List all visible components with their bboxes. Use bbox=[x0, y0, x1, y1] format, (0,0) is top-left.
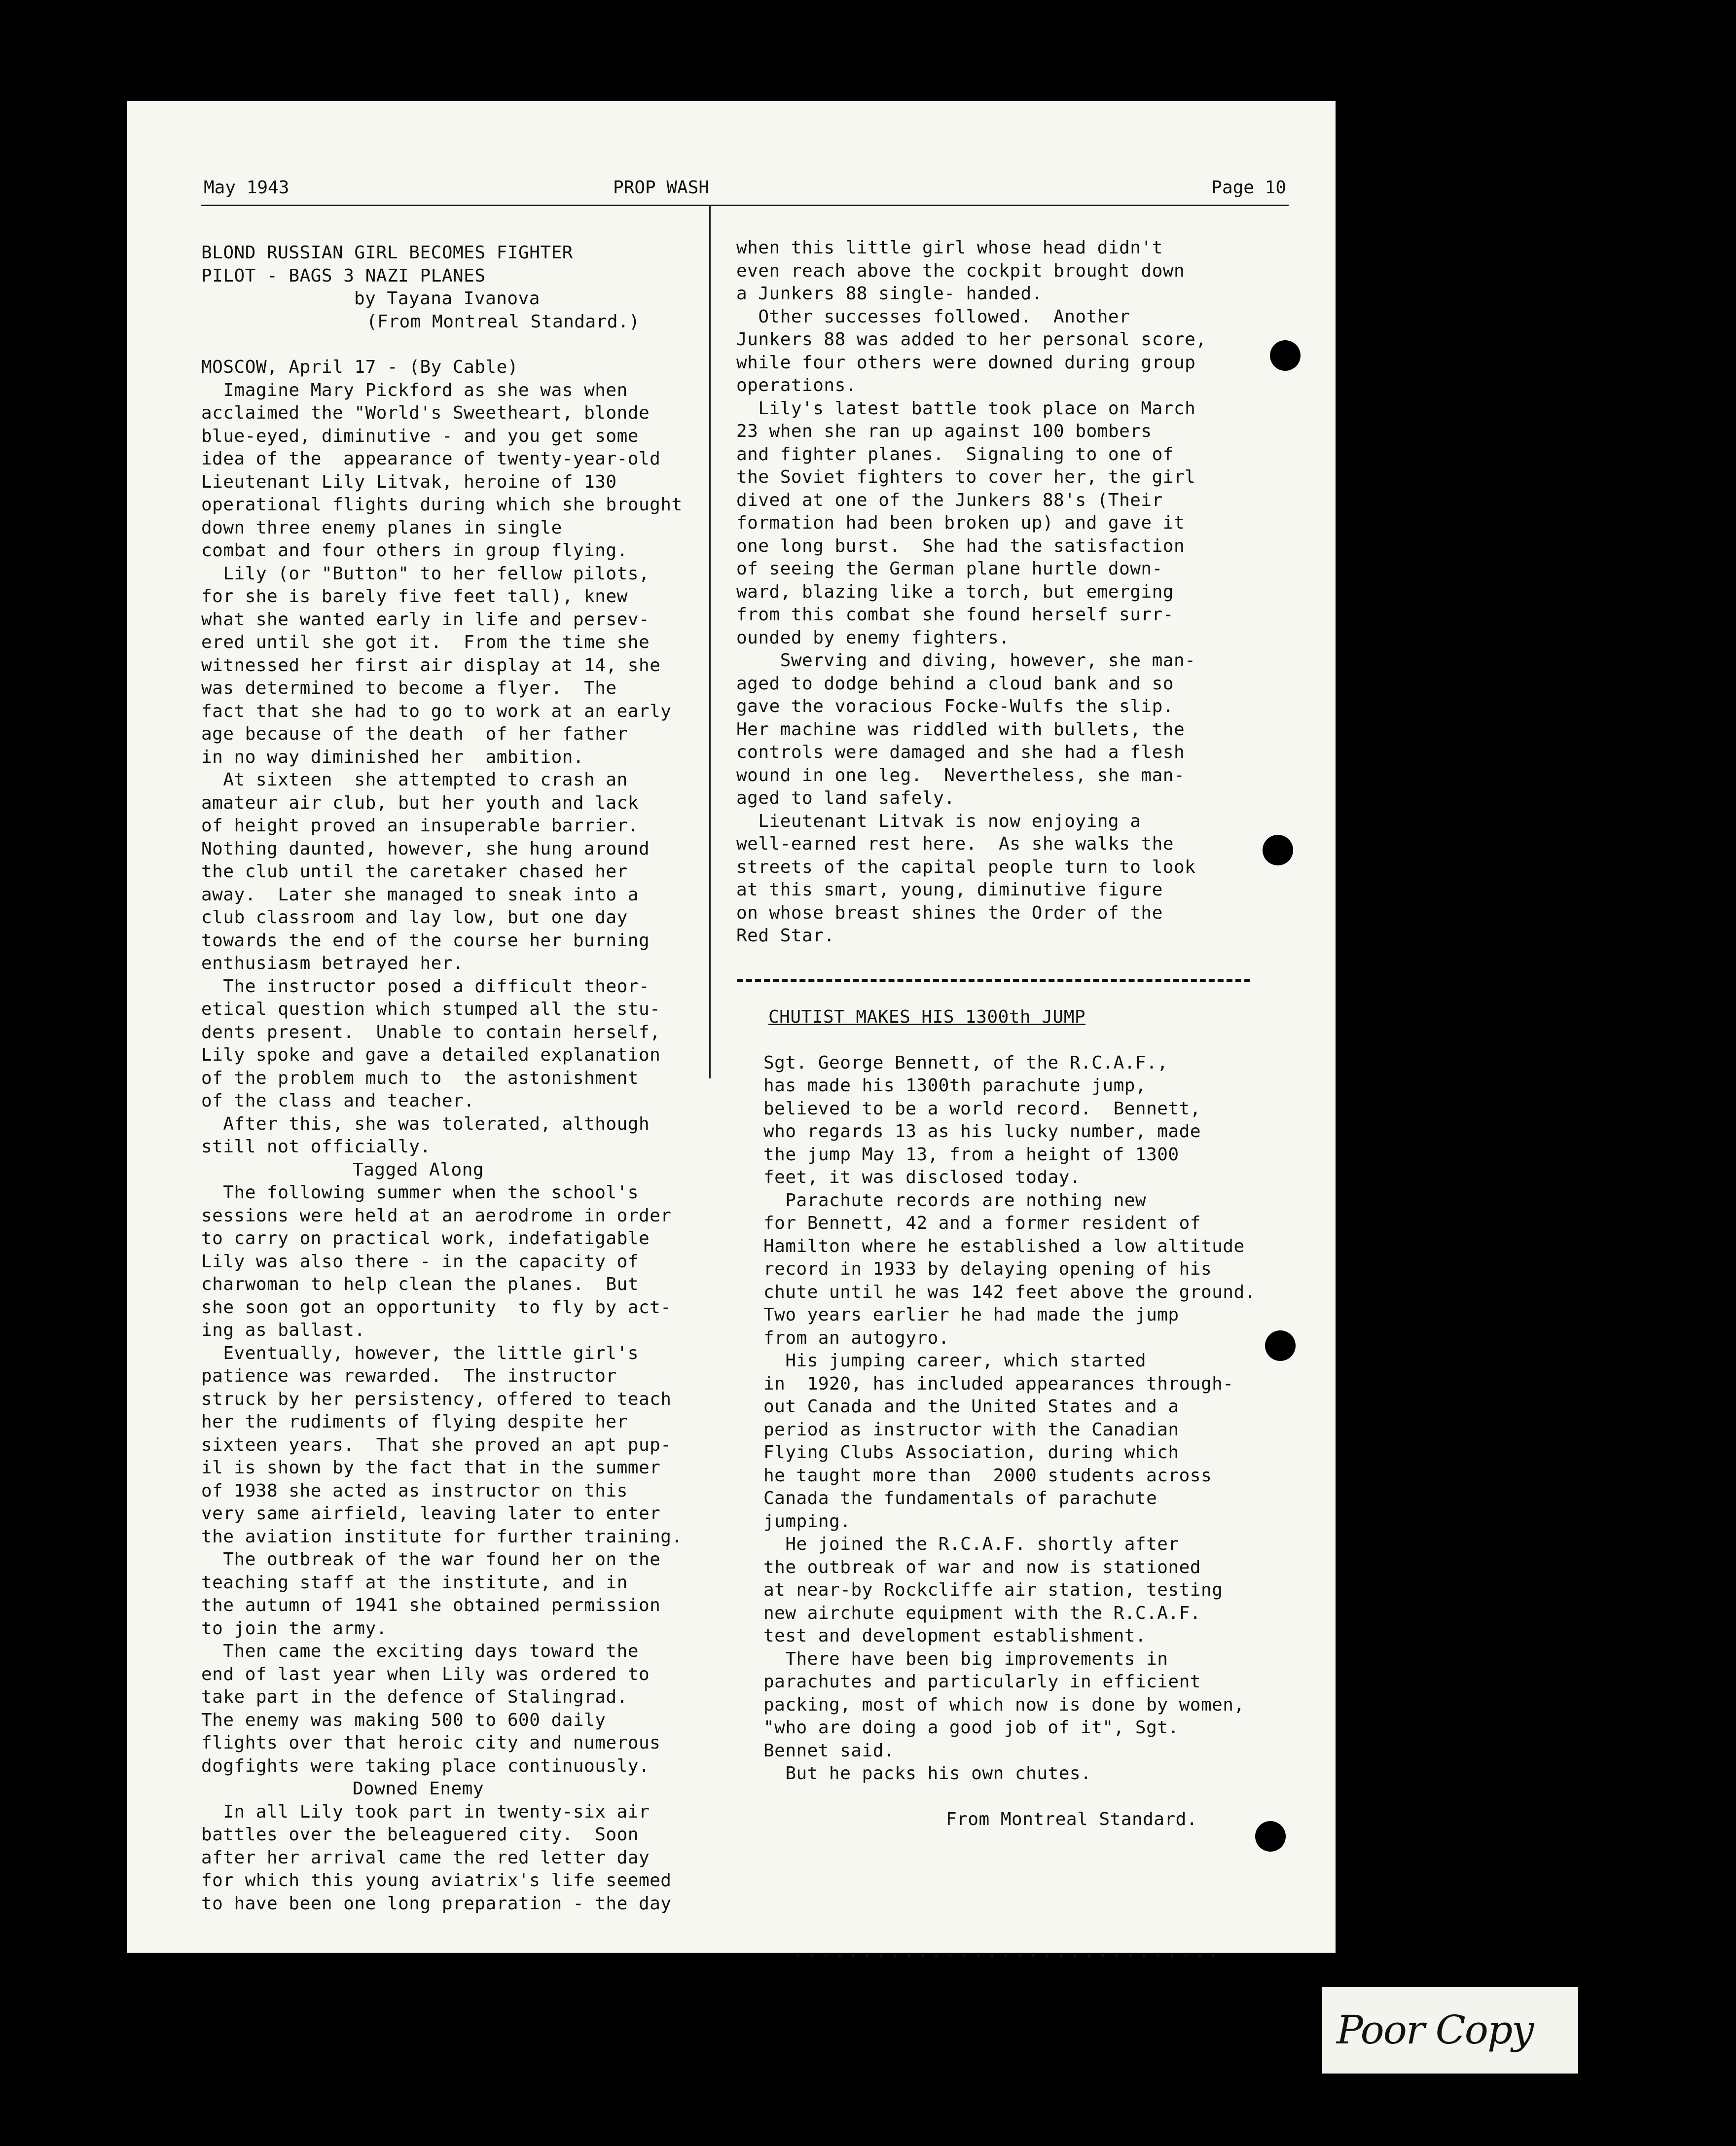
column-divider bbox=[709, 206, 711, 1078]
body-line: period as instructor with the Canadian bbox=[763, 1419, 1179, 1440]
article-body-part-2 bbox=[201, 1181, 709, 1778]
body-line: of the class and teacher. bbox=[201, 1091, 475, 1111]
spacer bbox=[763, 1029, 1296, 1052]
body-line: sessions were held at an aerodrome in order bbox=[201, 1205, 672, 1226]
body-line: believed to be a world record. Bennett, bbox=[763, 1098, 1201, 1119]
body-line: the Soviet fighters to cover her, the girl bbox=[736, 467, 1196, 487]
body-line: take part in the defence of Stalingrad. bbox=[201, 1687, 628, 1707]
article-body-part-3 bbox=[201, 1801, 709, 1916]
body-line: was determined to become a flyer. The bbox=[201, 678, 617, 698]
body-line: Other successes followed. Another bbox=[736, 306, 1130, 327]
body-line: record in 1933 by delaying opening of his bbox=[763, 1259, 1212, 1279]
body-line: chute until he was 142 feet above the ground. bbox=[763, 1282, 1256, 1302]
body-line: to join the army. bbox=[201, 1618, 387, 1639]
body-line: Then came the exciting days toward the bbox=[201, 1641, 639, 1661]
article-right-column bbox=[736, 237, 1269, 948]
body-line: controls were damaged and she had a flesh bbox=[736, 742, 1185, 762]
body-line: The enemy was making 500 to 600 daily bbox=[201, 1710, 606, 1730]
body-line: a Junkers 88 single- handed. bbox=[736, 284, 1043, 304]
body-line: Canada the fundamentals of parachute bbox=[763, 1488, 1157, 1508]
body-line: sixteen years. That she proved an apt pup- bbox=[201, 1434, 672, 1455]
body-line: After this, she was tolerated, although bbox=[201, 1113, 650, 1134]
body-line: to have been one long preparation - the day bbox=[201, 1893, 672, 1914]
body-line: test and development establishment. bbox=[763, 1626, 1147, 1646]
body-line: At sixteen she attempted to crash an bbox=[201, 770, 628, 790]
body-line: idea of the appearance of twenty-year-old bbox=[201, 449, 661, 469]
article-body-part-1 bbox=[201, 379, 709, 1159]
punch-hole bbox=[1263, 835, 1293, 865]
body-line: dents present. Unable to contain herself, bbox=[201, 1022, 661, 1042]
body-line: operational flights during which she brought bbox=[201, 495, 683, 515]
newsletter-title: PROP WASH bbox=[613, 178, 710, 198]
credit-line: From Montreal Standard. bbox=[946, 1809, 1197, 1829]
body-line: towards the end of the course her burning bbox=[201, 930, 650, 951]
body-line: from this combat she found herself surr- bbox=[736, 605, 1174, 625]
body-line: away. Later she managed to sneak into a bbox=[201, 884, 639, 905]
body-line: to carry on practical work, indefatigable bbox=[201, 1228, 650, 1249]
body-line: ounded by enemy fighters. bbox=[736, 627, 1010, 648]
dot-leader: ............................... bbox=[792, 1939, 1222, 1962]
body-line: while four others were downed during group bbox=[736, 352, 1196, 373]
body-line: for she is barely five feet tall), knew bbox=[201, 586, 628, 607]
body-line: after her arrival came the red letter day bbox=[201, 1847, 650, 1868]
body-line: formation had been broken up) and gave it bbox=[736, 513, 1185, 533]
body-line: has made his 1300th parachute jump, bbox=[763, 1075, 1147, 1096]
body-line: battles over the beleaguered city. Soon bbox=[201, 1824, 639, 1845]
body-line: fact that she had to go to work at an early bbox=[201, 701, 672, 721]
body-line: club classroom and lay low, but one day bbox=[201, 907, 628, 928]
body-line: in 1920, has included appearances through- bbox=[763, 1373, 1234, 1394]
chutist-headline: CHUTIST MAKES HIS 1300th JUMP bbox=[768, 1007, 1086, 1027]
body-line: still not officially. bbox=[201, 1137, 431, 1157]
body-line: well-earned rest here. As she walks the bbox=[736, 834, 1174, 854]
body-line: of height proved an insuperable barrier. bbox=[201, 816, 639, 836]
body-line: Lieutenant Lily Litvak, heroine of 130 bbox=[201, 471, 617, 492]
subhead-downed-enemy: Downed Enemy bbox=[352, 1779, 484, 1799]
body-line: dogfights were taking place continuously. bbox=[201, 1755, 650, 1776]
byline: by Tayana Ivanova bbox=[354, 288, 540, 309]
body-line: at this smart, young, diminutive figure bbox=[736, 880, 1163, 900]
body-line: "who are doing a good job of it", Sgt. bbox=[763, 1717, 1179, 1738]
body-line: in no way diminished her ambition. bbox=[201, 747, 584, 767]
body-line: Swerving and diving, however, she man- bbox=[736, 650, 1196, 671]
body-line: blue-eyed, diminutive - and you get some bbox=[201, 426, 639, 446]
body-line: Lily spoke and gave a detailed explanation bbox=[201, 1045, 661, 1065]
body-line: out Canada and the United States and a bbox=[763, 1396, 1179, 1417]
body-line: Bennet said. bbox=[763, 1740, 895, 1761]
body-line: of seeing the German plane hurtle down- bbox=[736, 559, 1163, 579]
body-line: end of last year when Lily was ordered to bbox=[201, 1664, 650, 1684]
body-line: feet, it was disclosed today. bbox=[763, 1167, 1081, 1187]
body-line: There have been big improvements in bbox=[763, 1648, 1168, 1669]
body-line: patience was rewarded. The instructor bbox=[201, 1366, 617, 1386]
body-line: of 1938 she acted as instructor on this bbox=[201, 1480, 628, 1501]
body-line: very same airfield, leaving later to enter bbox=[201, 1503, 661, 1524]
body-line: ered until she got it. From the time she bbox=[201, 632, 650, 652]
body-line: the club until the caretaker chased her bbox=[201, 861, 628, 882]
body-line: His jumping career, which started bbox=[763, 1351, 1147, 1371]
body-line: he taught more than 2000 students across bbox=[763, 1465, 1212, 1486]
body-line: one long burst. She had the satisfaction bbox=[736, 536, 1185, 556]
body-line: aged to dodge behind a cloud bank and so bbox=[736, 673, 1174, 694]
body-line: enthusiasm betrayed her. bbox=[201, 953, 464, 973]
body-line: combat and four others in group flying. bbox=[201, 540, 628, 561]
body-line: operations. bbox=[736, 375, 857, 395]
body-line: parachutes and particularly in efficient bbox=[763, 1672, 1201, 1692]
headline-line-1: BLOND RUSSIAN GIRL BECOMES FIGHTER bbox=[201, 243, 573, 263]
body-line: what she wanted early in life and persev- bbox=[201, 609, 650, 630]
body-line: Her machine was riddled with bullets, the bbox=[736, 719, 1185, 740]
body-line: Lieutenant Litvak is now enjoying a bbox=[736, 811, 1141, 831]
body-line: even reach above the cockpit brought down bbox=[736, 260, 1185, 281]
body-line: Nothing daunted, however, she hung around bbox=[201, 838, 650, 859]
body-line: Flying Clubs Association, during which bbox=[763, 1442, 1179, 1463]
body-line: Two years earlier he had made the jump bbox=[763, 1305, 1179, 1325]
body-line: il is shown by the fact that in the summer bbox=[201, 1458, 661, 1478]
body-line: flights over that heroic city and numerous bbox=[201, 1733, 661, 1753]
body-line: jumping. bbox=[763, 1511, 851, 1532]
body-line: charwoman to help clean the planes. But bbox=[201, 1274, 639, 1294]
body-line: of the problem much to the astonishment bbox=[201, 1068, 639, 1088]
body-line: Sgt. George Bennett, of the R.C.A.F., bbox=[763, 1052, 1168, 1073]
body-line: ward, blazing like a torch, but emerging bbox=[736, 581, 1174, 602]
body-line: dived at one of the Junkers 88's (Their bbox=[736, 490, 1163, 510]
body-line: witnessed her first air display at 14, she bbox=[201, 655, 661, 676]
body-line: Lily (or "Button" to her fellow pilots, bbox=[201, 563, 650, 584]
subhead-tagged-along: Tagged Along bbox=[352, 1159, 484, 1180]
body-line: The instructor posed a difficult theor- bbox=[201, 976, 650, 997]
punch-hole bbox=[1255, 1821, 1286, 1852]
spacer bbox=[763, 1786, 1296, 1808]
punch-hole bbox=[1270, 340, 1301, 371]
body-line: 23 when she ran up against 100 bombers bbox=[736, 421, 1152, 441]
body-line: Lily was also there - in the capacity of bbox=[201, 1251, 639, 1272]
body-line: Junkers 88 was added to her personal score, bbox=[736, 329, 1207, 350]
body-line: wound in one leg. Nevertheless, she man- bbox=[736, 765, 1185, 786]
article-left-column bbox=[201, 242, 709, 1915]
body-line: He joined the R.C.A.F. shortly after bbox=[763, 1534, 1179, 1554]
dateline: MOSCOW, April 17 - (By Cable) bbox=[201, 357, 519, 377]
body-line: on whose breast shines the Order of the bbox=[736, 902, 1163, 923]
page-number: Page 10 bbox=[1211, 178, 1286, 198]
body-line: streets of the capital people turn to look bbox=[736, 857, 1196, 877]
body-line: amateur air club, but her youth and lack bbox=[201, 792, 639, 813]
body-line: gave the voracious Focke-Wulfs the slip. bbox=[736, 696, 1174, 716]
body-line: etical question which stumped all the stu- bbox=[201, 999, 661, 1019]
body-line: down three enemy planes in single bbox=[201, 517, 562, 538]
body-line: she soon got an opportunity to fly by act- bbox=[201, 1297, 672, 1318]
body-line: who regards 13 as his lucky number, made bbox=[763, 1121, 1201, 1142]
body-line: the aviation institute for further training. bbox=[201, 1526, 683, 1547]
body-line: for Bennett, 42 and a former resident of bbox=[763, 1213, 1201, 1233]
body-line: and fighter planes. Signaling to one of bbox=[736, 444, 1174, 465]
body-line: when this little girl whose head didn't bbox=[736, 238, 1163, 258]
article-chutist bbox=[763, 1006, 1296, 1831]
poor-copy-note: Poor Copy bbox=[1337, 2007, 1533, 2053]
headline-line-2: PILOT - BAGS 3 NAZI PLANES bbox=[201, 265, 486, 286]
body-line: The outbreak of the war found her on the bbox=[201, 1549, 661, 1570]
page-header bbox=[204, 176, 1286, 200]
body-line: ing as ballast. bbox=[201, 1320, 365, 1340]
body-line: from an autogyro. bbox=[763, 1327, 949, 1348]
body-line: Red Star. bbox=[736, 926, 835, 946]
body-line: aged to land safely. bbox=[736, 788, 955, 808]
issue-date: May 1943 bbox=[204, 178, 289, 198]
body-line: Imagine Mary Pickford as she was when bbox=[201, 380, 628, 400]
header-rule bbox=[201, 205, 1289, 206]
body-line: teaching staff at the institute, and in bbox=[201, 1572, 628, 1593]
body-line: packing, most of which now is done by women, bbox=[763, 1694, 1245, 1715]
body-line: Hamilton where he established a low altitude bbox=[763, 1236, 1245, 1256]
section-divider bbox=[737, 979, 1250, 982]
body-line: new airchute equipment with the R.C.A.F. bbox=[763, 1603, 1201, 1623]
body-line: the jump May 13, from a height of 1300 bbox=[763, 1144, 1179, 1165]
punch-hole bbox=[1265, 1330, 1296, 1361]
body-line: acclaimed the "World's Sweetheart, blonde bbox=[201, 403, 650, 423]
body-line: Parachute records are nothing new bbox=[763, 1190, 1147, 1211]
body-line: But he packs his own chutes. bbox=[763, 1763, 1092, 1784]
source-line: (From Montreal Standard.) bbox=[366, 311, 640, 332]
body-line: the outbreak of war and now is stationed bbox=[763, 1557, 1201, 1577]
body-line: at near-by Rockcliffe air station, testing bbox=[763, 1580, 1223, 1600]
body-line: struck by her persistency, offered to teach bbox=[201, 1389, 672, 1409]
body-line: the autumn of 1941 she obtained permission bbox=[201, 1595, 661, 1615]
body-line: her the rudiments of flying despite her bbox=[201, 1412, 628, 1432]
body-line: In all Lily took part in twenty-six air bbox=[201, 1801, 650, 1822]
body-line: Eventually, however, the little girl's bbox=[201, 1343, 639, 1363]
body-line: age because of the death of her father bbox=[201, 724, 628, 744]
body-line: The following summer when the school's bbox=[201, 1182, 639, 1203]
newsletter-page bbox=[127, 101, 1336, 1962]
body-line: Lily's latest battle took place on March bbox=[736, 398, 1196, 419]
poor-copy-tag bbox=[1322, 1987, 1578, 2074]
body-line: for which this young aviatrix's life seemed bbox=[201, 1870, 672, 1891]
